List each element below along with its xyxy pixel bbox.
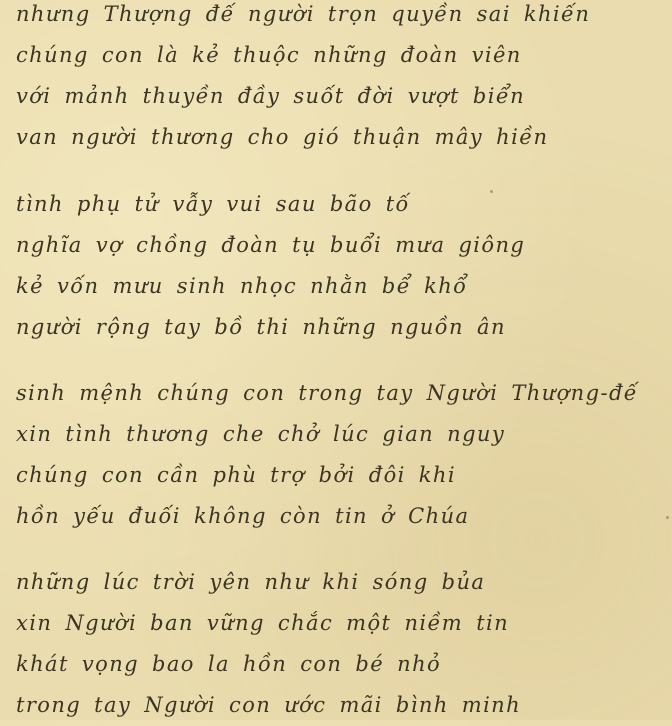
poem-line: khát vọng bao la hồn con bé nhỏ [16, 652, 442, 676]
poem-line: người rộng tay bồ thi những nguồn ân [16, 315, 506, 339]
poem-line: tình phụ tử vẫy vui sau bão tố [16, 192, 410, 216]
poem-line: chúng con cần phù trợ bởi đôi khi [16, 463, 456, 487]
poem-line: với mảnh thuyền đầy suốt đời vượt biển [16, 84, 526, 108]
stanza-2 [16, 184, 666, 348]
poem-line: xin tình thương che chở lúc gian nguy [16, 422, 506, 446]
paper-speck [666, 516, 669, 519]
poem-line: những lúc trời yên như khi sóng bủa [16, 570, 486, 594]
poem-line: xin Người ban vững chắc một niềm tin [16, 611, 510, 635]
poem-line: van người thương cho gió thuận mây hiền [16, 125, 549, 149]
poem-line: kẻ vốn mưu sinh nhọc nhằn bể khổ [16, 274, 468, 298]
poem-line: hồn yếu đuối không còn tin ở Chúa [16, 504, 470, 528]
poem-line: nghĩa vợ chồng đoàn tụ buổi mưa giông [16, 233, 526, 257]
poem-line: sinh mệnh chúng con trong tay Người Thượng-đế [16, 381, 639, 405]
stanza-4 [16, 562, 666, 726]
stanza-3 [16, 373, 666, 537]
stanza-1 [16, 0, 666, 158]
paper-speck [490, 190, 493, 193]
poem-line: trong tay Người con ước mãi bình minh [16, 693, 522, 717]
poem-line: chúng con là kẻ thuộc những đoàn viên [16, 43, 522, 67]
poem-line: nhưng Thượng đế người trọn quyền sai khiến [16, 2, 591, 26]
